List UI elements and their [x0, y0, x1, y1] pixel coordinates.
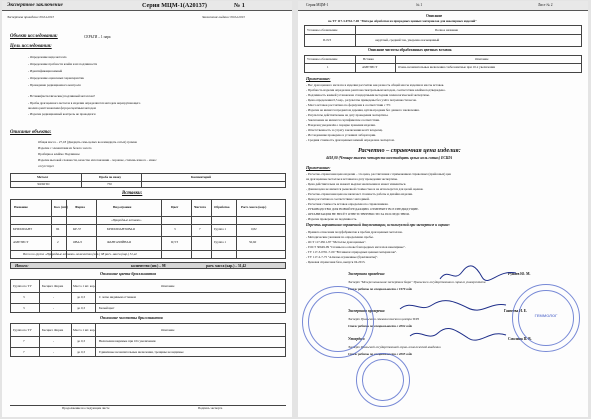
doc-line: - Методические указания по определению пробы.	[306, 235, 374, 239]
note2-line: - ОРГАНИЗАЦИЯ НЕ НЕСЁТ ОТВЕТСТВЕННОСТИ ЗА ПОСЛЕДСТВИЯ.	[306, 212, 410, 216]
color-table	[10, 279, 286, 313]
color-cell: 3	[23, 295, 25, 299]
description-line: Изделие высокой сложности, качество изготовления – хорошее, степень износа – износ	[38, 158, 157, 162]
color-header: Масса 1 шт. кар.	[73, 284, 96, 288]
docs-heading: Перечень нормативно-справочной документации, используемой при экспертизе и оценке:	[306, 223, 450, 227]
signature-name: Рунаев Ю. М.	[508, 272, 531, 276]
clarity-cell: Единичные незначительные включения, трещины не видимые	[99, 350, 184, 354]
itogo-row	[10, 262, 286, 269]
inserts-cell: 96	[56, 227, 60, 231]
goal-item: - Определение оценочных характеристик	[28, 76, 84, 80]
inserts-header: Форма	[75, 205, 85, 209]
round-stamp	[302, 286, 374, 358]
doc-line: - Правила отнесения полуфабрикатов к пробам драгоценных металлов.	[306, 230, 403, 234]
itogo-mass: расч. масса (кар.) – 51,42	[206, 263, 247, 268]
inserts-subhead: «Природные вставки»	[111, 218, 142, 222]
note2-line: - Расчетно-справочная цена не включает стоимость работы и дизайна изделия.	[306, 192, 413, 196]
signature-org: Стаж работы по специальности с 2004 года	[348, 324, 413, 328]
expertise-date: Экспертиза проведена: 09.04.2013	[7, 15, 54, 19]
metal-table	[10, 173, 286, 188]
goal-item: - Определение пробности клейм и их подлинности	[28, 62, 98, 66]
notes-heading: Примечание:	[306, 76, 331, 81]
header-number: № 1	[416, 3, 423, 7]
itogo-label: Итого:	[15, 263, 29, 268]
inserts-cell: Группа 1	[214, 227, 227, 231]
doc-line: - Ценовая справочная база, выпуск 04.2013.	[306, 260, 366, 264]
clarity-inserts-title: Описание чистоты обработанных цветных вставок	[368, 48, 452, 52]
clarity-cell: 7	[23, 339, 25, 343]
inserts-header: Вид огранки	[113, 205, 132, 209]
inserts-header: Расч. масса (кар.)	[241, 205, 267, 209]
inserts-cell: 3	[174, 227, 176, 231]
inserts-cell: БРИЛЛИАНТ	[13, 227, 33, 231]
inserts-cell: АМЕТИСТ	[13, 240, 29, 244]
inserts-cell: 50,60	[249, 240, 257, 244]
description-line: отсутствует	[38, 164, 54, 168]
color-cell: С легко видимым оттенком	[99, 295, 136, 299]
description-line: Общая масса – 27,18 (Двадцать семь целых восемнадцать сотых) грамма	[38, 140, 137, 144]
inserts-cell: БРИЛЛИАНТОВАЯ	[107, 227, 135, 231]
clarity-cell: до 0,3	[77, 350, 85, 354]
doc-line: - ГОСТ 30649-99 "Сплавы на основе благородных металлов ювелирные".	[306, 245, 406, 249]
clarity-inserts-cell: АМЕТИСТ	[362, 65, 378, 69]
inserts-cell: 7	[199, 227, 201, 231]
issue-date: Заключение выдано: 09.04.2013	[202, 15, 245, 19]
note-line: - Ответственность за утрату заключения несёт владелец.	[306, 128, 383, 132]
methods-title: Описание	[426, 14, 443, 18]
signature-role: Экспертиза проверена:	[348, 309, 385, 313]
metal-cell: ЗОЛОТО	[37, 182, 50, 186]
color-header: Группа по ТУ	[13, 284, 32, 288]
doc-type: Экспертное заключение	[7, 2, 63, 8]
doc-line: - ТУ 117-2-7-75 "Алмазы ограненные (бриллианты)".	[306, 255, 379, 259]
note-line: - Средняя стоимость драгоценных камней определена экспертом.	[306, 138, 395, 142]
handwritten-signature	[408, 326, 508, 344]
clarity-inserts-table	[304, 55, 582, 73]
inserts-cell: КР-57	[73, 227, 82, 231]
inserts-cell: Группа 1	[214, 240, 227, 244]
methods-subtitle: по ТУ 117-3-0761-7-00 "Методы обработки из природных ценных материалов для ювелирных изделий"	[328, 19, 478, 23]
price-heading: Расчетно – справочная цена изделия:	[358, 147, 461, 154]
price-value: 4418,00 (Четыре тысячи четыреста восемнадцать целых ноль сотых) ЕСША	[326, 156, 453, 160]
object-heading: Объект исследования:	[10, 34, 58, 39]
signature-name: Смолина П. В.	[508, 337, 532, 341]
note-line: - Масса вставок рассчитана по формулам в соответствии с ТУ.	[306, 103, 391, 107]
metal-header: Комментарий	[191, 175, 211, 179]
inserts-cell: 2	[57, 240, 59, 244]
color-cell: Белый цвет	[99, 306, 115, 310]
handwritten-signature	[438, 263, 518, 285]
doc-line: - ОСТ 117-0911-87 "Металлы драгоценные".	[306, 240, 367, 244]
handwritten-signature	[398, 297, 508, 315]
class-cell: П-N/3	[323, 38, 332, 42]
expert-report-page-2	[298, 1, 588, 417]
clarity-cell: 7	[23, 350, 25, 354]
color-cell: до 0,3	[77, 295, 85, 299]
itogo-qty: количество (шт.) – 98	[131, 263, 166, 268]
metal-cell: 750	[107, 182, 112, 186]
inserts-total: Всего по группе «Природные вставки» количество (шт.) 98 расч. масса (кар.) 51,42	[23, 252, 137, 256]
goal-item: - Идентификация камней	[28, 69, 63, 73]
note2-line: - Изделие проверено на подлинность.	[306, 217, 357, 221]
clarity-cell: до 0,3	[77, 339, 85, 343]
stamp-label: ГЕММОЛОГ	[534, 312, 558, 318]
note2-line: - Цена действительна на момент выдачи заключения и может изменяться.	[306, 182, 407, 186]
note2-line: - Расчетная стоимость вставок определена по справочникам.	[306, 202, 389, 206]
inserts-cell: ОВАЛ	[73, 240, 82, 244]
inserts-header: Название	[14, 205, 28, 209]
header-sheet: Лист № 2	[538, 3, 553, 7]
color-table-title: Описание цвета бриллиантов	[100, 271, 157, 276]
note-line: - Изделие не является предметом дарения, купли-продажи без данного заключения.	[306, 108, 420, 112]
class-header: Полное название	[435, 28, 459, 32]
footer-continuation: Продолжение на следующем листе	[62, 406, 110, 410]
inserts-header: Кол. (шт.)	[54, 205, 69, 209]
inserts-header: Обработка	[214, 205, 230, 209]
color-cell: -	[53, 295, 55, 299]
inserts-cell: 0,82	[251, 227, 257, 231]
color-header: Описание	[161, 284, 175, 288]
object-value: СЕРЬГИ – 1 пара	[84, 35, 111, 39]
clarity-inserts-cell: 1	[327, 65, 329, 69]
round-stamp	[356, 353, 410, 407]
clarity-inserts-header: Описание	[475, 57, 489, 61]
clarity-inserts-cell: Очень незначительные включения слабозаметные при 10-х увеличении	[398, 65, 496, 69]
inserts-header: Чистота	[194, 205, 206, 209]
note2-line: - Данная цена не является рыночной стоимостью и не используется для целей оценки.	[306, 187, 424, 191]
clarity-table-title: Описание чистоты бриллиантов	[100, 315, 163, 320]
color-header: Бесцвет. Форма	[42, 284, 64, 288]
footer-signature: Подпись эксперта	[198, 406, 223, 410]
signature-org: Эксперт Уральской государственной горно-геологической академии	[348, 345, 441, 349]
note-line: - Подлинность камней установлена стандартными методами геммологической экспертизы.	[306, 93, 430, 97]
class-cell: округлый, средний тон, умеренно насыщенный	[375, 38, 440, 42]
note-line: - Пробность изделия определена рентгеноспектральным методом, соответствие клейма подтверждено.	[306, 88, 446, 92]
inserts-cell: ФАНТАЗИЙНАЯ	[107, 240, 131, 244]
signature-org: Стаж работы по специальности с 2005 года	[348, 352, 413, 356]
clarity-cell: -	[53, 339, 55, 343]
description-line: Изделие с элементами из белого золота	[38, 146, 92, 150]
class-header: Условное обозначение	[307, 28, 338, 32]
clarity-cell: Включения видимые при 10х увеличении	[99, 339, 156, 343]
note2-line: - РУКОВОДСТВО ДЛЯ НОВОЙ РЕДАКЦИИ. ОТМЕНЯЕТ ВСЕ ПРЕДЫДУЩИЕ.	[306, 207, 419, 211]
note2-line: на драгоценные металлы и вставки на дату проведения экспертизы.	[306, 177, 398, 181]
doc-line: - ТУ 117-3-0761-7-00 "Вставки из природных ценных материалов".	[306, 250, 398, 254]
note2-line: - Цена рассчитана в соответствии с методикой.	[306, 197, 370, 201]
goal-item: - Изделие радиационный контроль не проводился	[28, 112, 96, 116]
signature-role: Экспертиза проведена:	[348, 272, 385, 276]
classification-table	[304, 25, 582, 47]
inserts-cell: Ц/У3	[171, 240, 179, 244]
clarity-table	[10, 323, 286, 357]
note-line: - Результаты действительны на дату проведения экспертизы.	[306, 113, 389, 117]
note-line: - Цена определения 0,5 кар., результаты приведены без учёта погрешности весов.	[306, 98, 417, 102]
description-heading: Описание объекта:	[10, 130, 52, 135]
header-series: Серия МЦМ-1	[306, 3, 329, 7]
note-line: - Исследование проведено в условиях лаборатории.	[306, 133, 377, 137]
signature-org: Стаж работы по специальности с 1979 года	[348, 287, 413, 291]
round-stamp	[512, 284, 580, 352]
signature-role: Утвердил:	[348, 337, 366, 341]
inserts-heading: Вставки:	[122, 191, 143, 196]
clarity-header: Группа по ТУ	[13, 328, 32, 332]
signature-org: Эксперт "Межрегиональное экспертное бюро" Уральского государственного горного университета	[348, 280, 486, 284]
goal-item: - Пробы драгоценного металла в изделии определяются методом неразрушающего	[28, 101, 141, 105]
color-cell: 3	[23, 306, 25, 310]
clarity-inserts-header: Условное обозначение	[307, 57, 338, 61]
color-cell: -	[53, 306, 55, 310]
note-line: - Заключение не является сертификатом соответствия.	[306, 118, 380, 122]
notes2-heading: Примечание:	[306, 165, 331, 170]
inserts-table	[10, 199, 286, 259]
color-cell: до 0,3	[77, 306, 85, 310]
clarity-header: Описание	[161, 328, 175, 332]
description-line: Пробирное клеймо Подлинное	[38, 152, 80, 156]
goal-item: - Вставки(металлические) подлинный металлом?	[28, 94, 95, 98]
signature-name: Ганзеева Н. Е.	[504, 309, 527, 313]
clarity-cell: -	[53, 350, 55, 354]
signature-org: Эксперт Уральского геммологического центра ТПП	[348, 317, 419, 321]
goal-item: анализа рентгеновским флуоресцентным методом	[28, 106, 96, 110]
number-label: № 1	[234, 2, 245, 9]
inserts-header: Цвет	[171, 205, 179, 209]
clarity-header: Масса 1 шт. кар.	[73, 328, 96, 332]
goal-item: - Определение вида металла	[28, 55, 67, 59]
clarity-header: Бесцвет. Форма	[42, 328, 64, 332]
series-label: Серия МЦМ-1(А20137)	[142, 2, 207, 9]
goal-heading: Цель исследования:	[10, 44, 52, 49]
note-line: - Вес драгоценного металла в изделии рассчитан как разность общей массы изделия и массы вставок.	[306, 83, 445, 87]
metal-header: Металл	[37, 175, 49, 179]
clarity-inserts-header: Вставка	[363, 57, 374, 61]
expert-report-page-1	[2, 1, 292, 417]
metal-header: Проба по знаку	[99, 175, 122, 179]
note2-line: - Расчетно-справочная цена изделия – это цена, рассчитанная с применением справочных (прайсовых) цен	[306, 172, 451, 176]
note-line: - Владелец уведомлён о порядке хранения изделия.	[306, 123, 376, 127]
goal-item: - Проведение радиационного контроля	[28, 83, 81, 87]
